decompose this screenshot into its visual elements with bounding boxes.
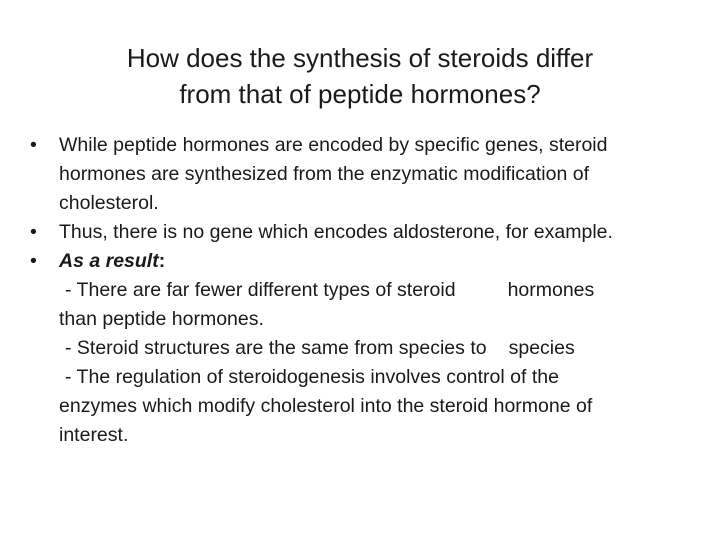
sub-point-text: - There are far fewer different types of steroid <box>65 279 456 301</box>
bullet-marker: • <box>30 250 37 272</box>
sub-point-continuation: than peptide hormones. <box>59 308 264 330</box>
title-line-1: How does the synthesis of steroids differ <box>126 43 594 73</box>
sub-point-text: species <box>508 337 575 359</box>
sub-point-fewer-types <box>30 276 690 305</box>
bullet-marker: • <box>30 134 37 156</box>
sub-point-continuation: enzymes which modify cholesterol into the steroid hormone of <box>59 395 593 417</box>
bullet-heading-emphasis: As a result <box>59 250 159 272</box>
bullet-text-line: cholesterol. <box>59 192 159 214</box>
bullet-list <box>30 131 690 450</box>
title-line-2: from that of peptide hormones? <box>179 79 541 109</box>
bullet-text-line: Thus, there is no gene which encodes aldosterone, for example. <box>59 221 613 243</box>
bullet-heading <box>59 247 690 276</box>
bullet-marker: • <box>30 221 37 243</box>
bullet-item-genes <box>30 131 690 218</box>
bullet-text-line: hormones are synthesized from the enzymatic modification of <box>59 163 589 185</box>
sub-point-text: - The regulation of steroidogenesis involves control of the <box>65 366 559 388</box>
sub-point-same-structures <box>30 334 690 363</box>
sub-point-continuation: interest. <box>59 424 129 446</box>
bullet-heading-colon: : <box>158 250 166 272</box>
sub-point-regulation <box>30 363 690 392</box>
sub-point-text: - Steroid structures are the same from species to <box>65 337 487 359</box>
bullet-text-line: While peptide hormones are encoded by specific genes, steroid <box>59 134 608 156</box>
sub-point-text: hormones <box>507 279 595 301</box>
bullet-item-as-a-result <box>30 247 690 276</box>
bullet-item-aldosterone <box>30 218 690 247</box>
slide-title <box>60 40 660 112</box>
